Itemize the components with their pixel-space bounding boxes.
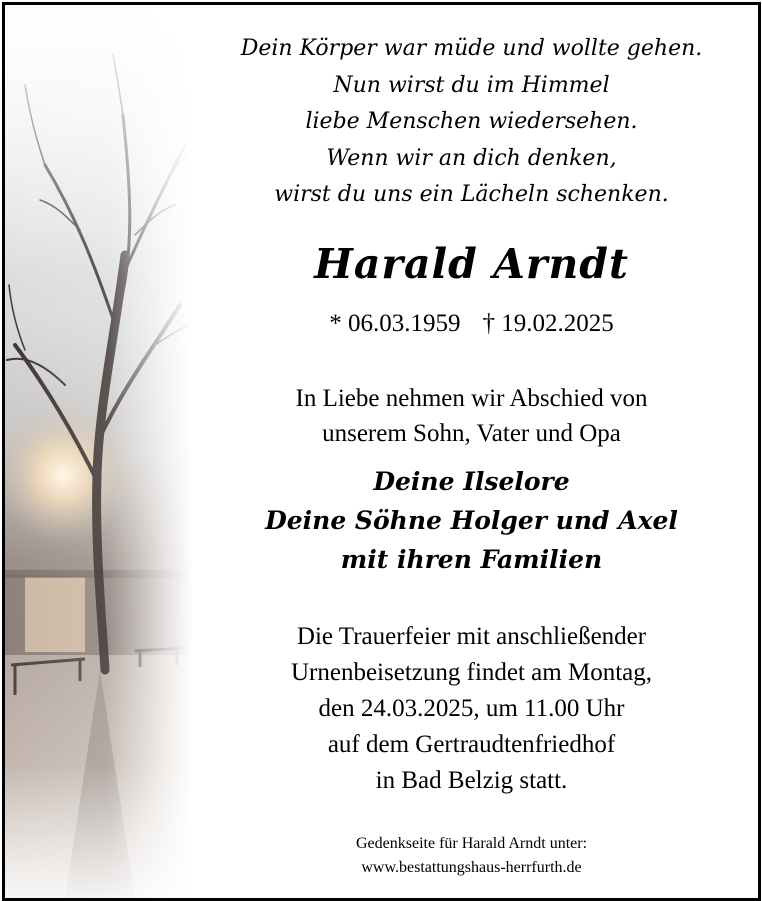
life-dates xyxy=(185,308,758,340)
funeral-line: Die Trauerfeier mit anschließender xyxy=(296,623,647,650)
mourner-line: Deine Ilselore xyxy=(373,467,570,496)
funeral-line: Urnenbeisetzung findet am Montag, xyxy=(290,659,652,686)
farewell-line: In Liebe nehmen wir Abschied von xyxy=(295,385,648,412)
tree-sunset-photo xyxy=(5,5,193,898)
birth-date: * 06.03.1959 xyxy=(329,310,461,337)
poem-line: liebe Menschen wiedersehen. xyxy=(305,109,638,134)
poem-line: Dein Körper war müde und wollte gehen. xyxy=(240,36,703,61)
memorial-page-info xyxy=(185,832,758,880)
mourners xyxy=(185,462,758,579)
poem-line: wirst du uns ein Lächeln schenken. xyxy=(274,182,669,207)
deceased-name: Harald Arndt xyxy=(314,240,629,288)
funeral-details xyxy=(185,619,758,799)
mourner-line: Deine Söhne Holger und Axel xyxy=(265,506,678,535)
farewell-line: unserem Sohn, Vater und Opa xyxy=(322,420,621,447)
farewell-text xyxy=(185,381,758,451)
funeral-line: in Bad Belzig statt. xyxy=(375,767,568,794)
death-date: † 19.02.2025 xyxy=(482,310,614,337)
mourner-line: mit ihren Familien xyxy=(340,545,603,574)
poem-line: Nun wirst du im Himmel xyxy=(333,72,610,98)
memorial-label: Gedenkseite für Harald Arndt unter: xyxy=(355,835,588,852)
funeral-line: den 24.03.2025, um 11.00 Uhr xyxy=(318,695,625,722)
poem-line: Wenn wir an dich denken, xyxy=(326,145,617,171)
memorial-url-link[interactable]: www.bestattungshaus-herrfurth.de xyxy=(361,859,582,876)
memorial-poem xyxy=(185,31,758,214)
funeral-line: auf dem Gertraudtenfriedhof xyxy=(327,731,616,758)
obituary-notice xyxy=(2,2,761,901)
